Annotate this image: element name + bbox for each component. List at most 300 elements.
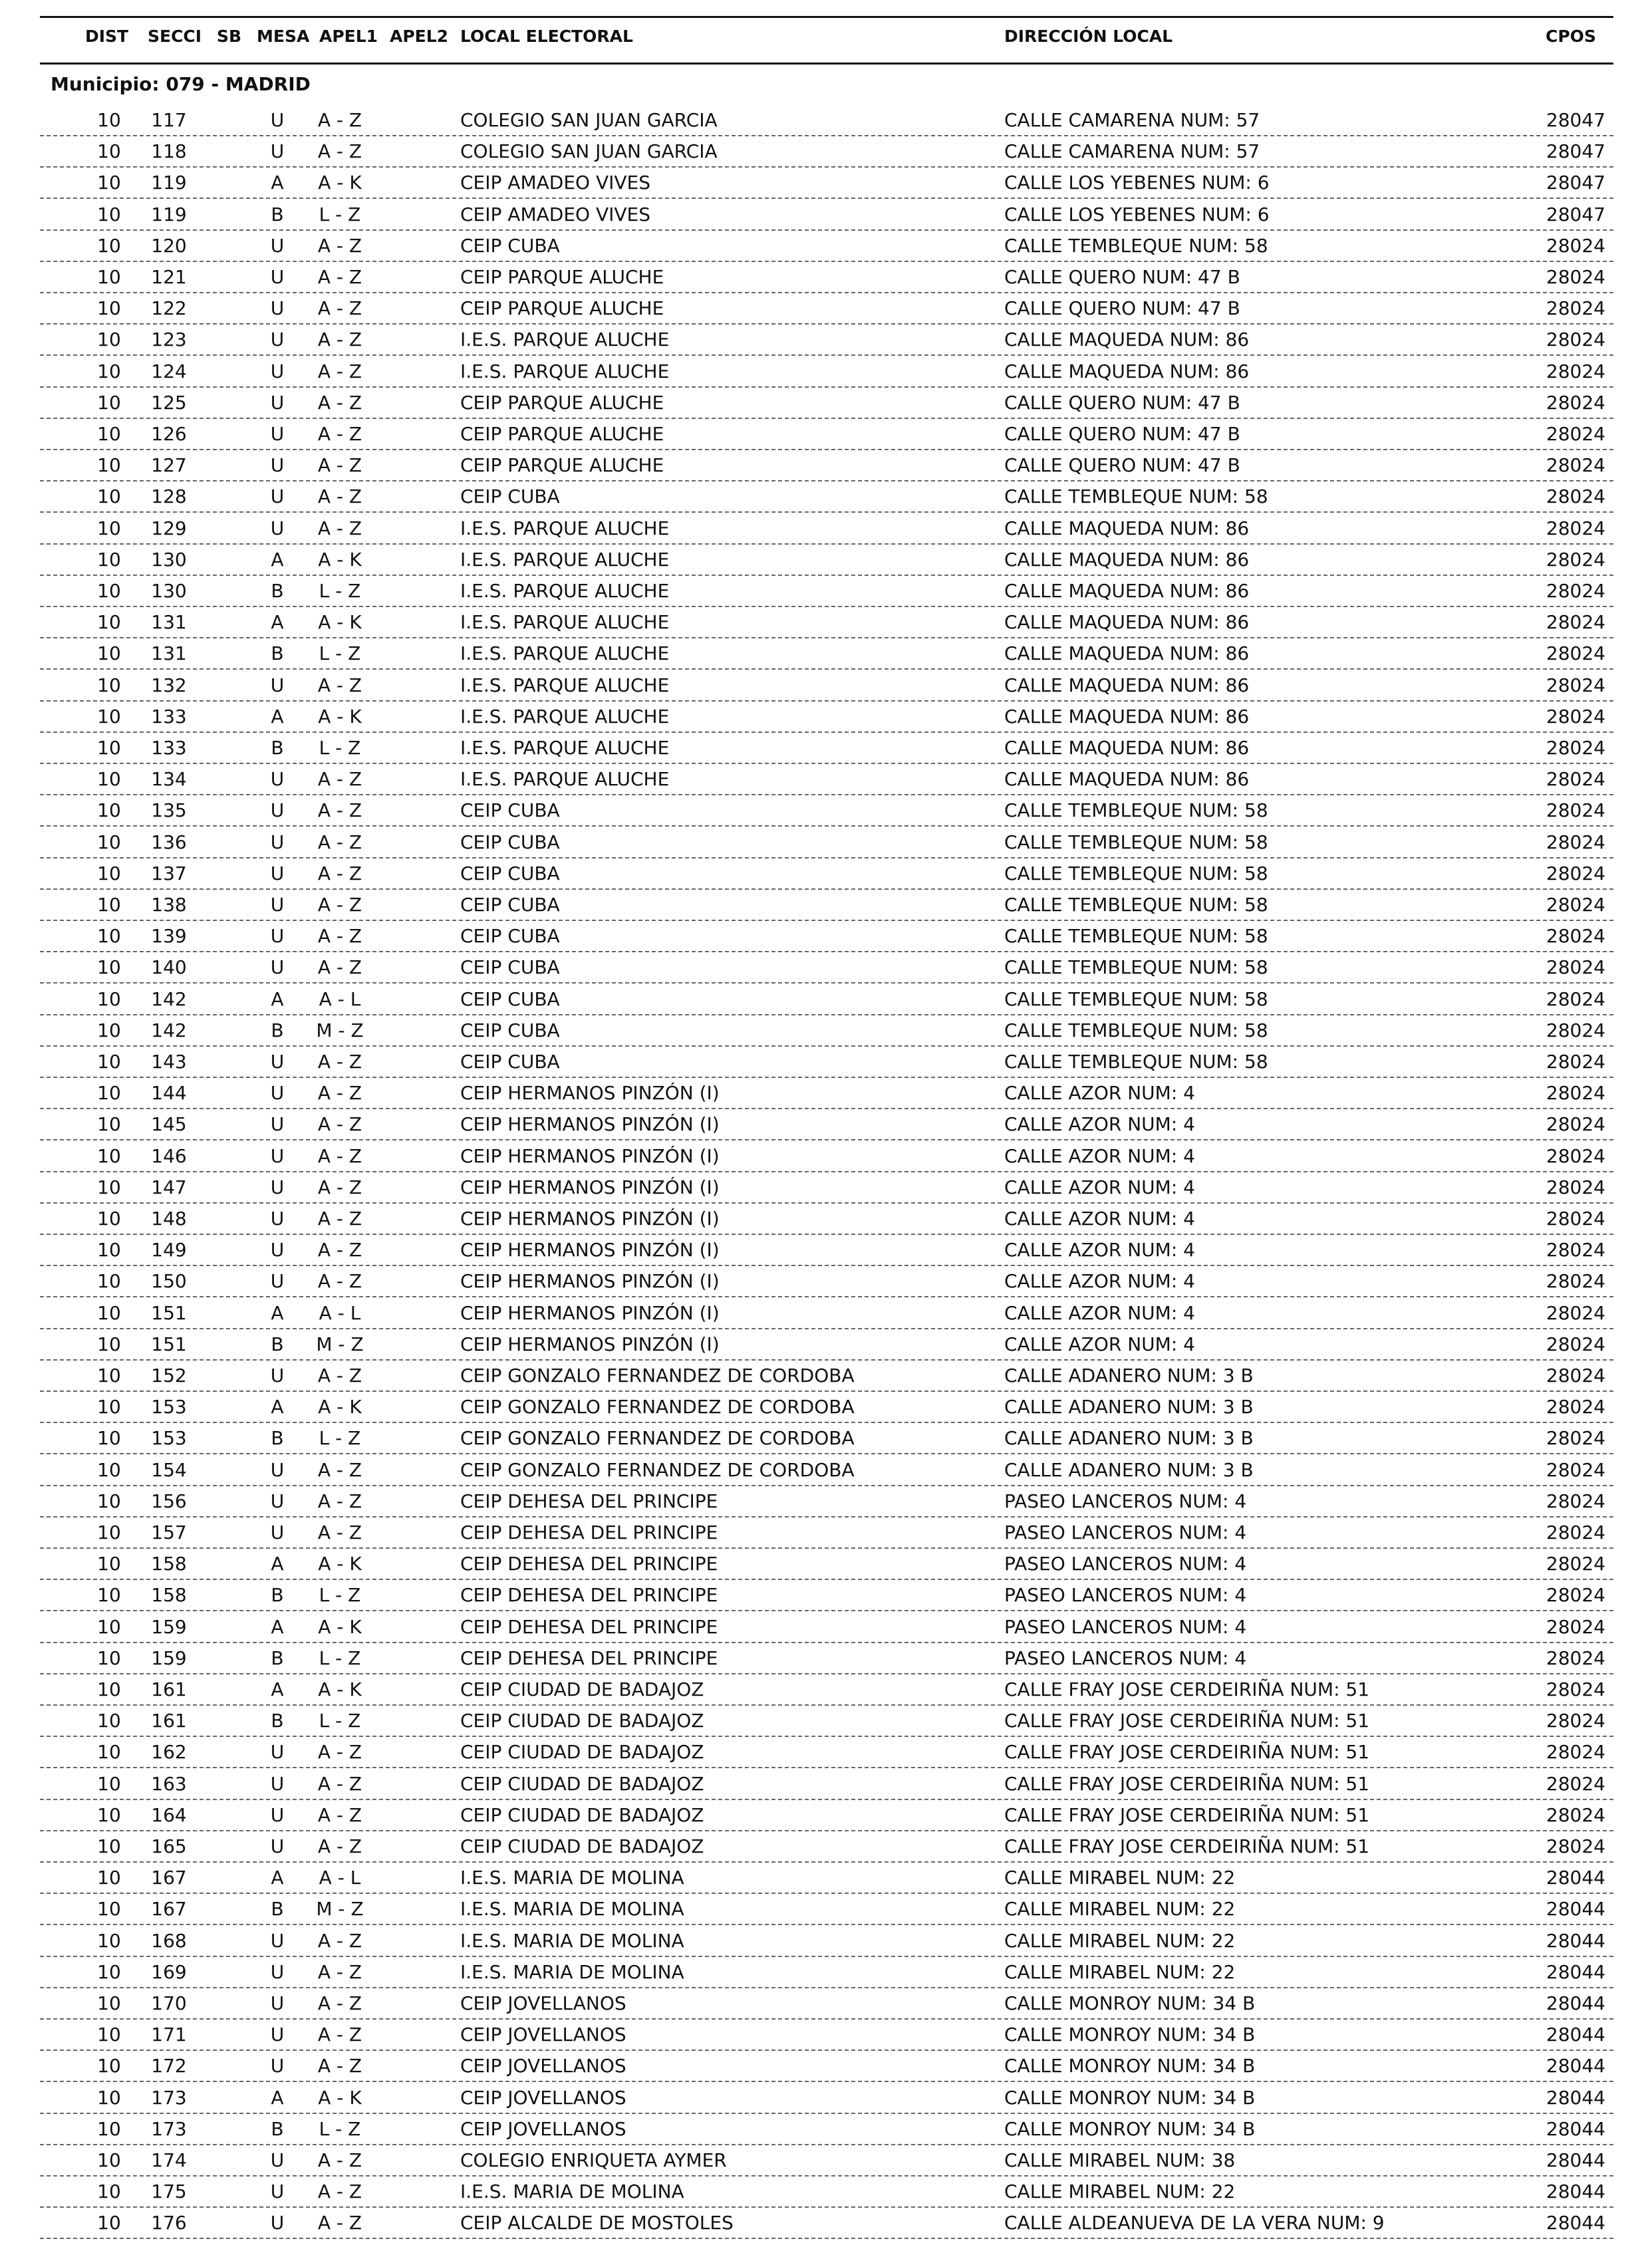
secci-cell: 173 [151, 2086, 187, 2109]
local-cell: CEIP DEHESA DEL PRINCIPE [460, 1490, 718, 1512]
local-cell: CEIP CUBA [460, 956, 560, 979]
dist-cell: 10 [97, 1992, 121, 2014]
dist-cell: 10 [97, 1333, 121, 1355]
table-row [40, 1737, 1613, 1768]
mesa-cell: U [270, 391, 285, 414]
table-row [40, 325, 1613, 356]
mesa-cell: A [271, 1615, 284, 1638]
table-row [40, 450, 1613, 481]
cpos-cell: 28024 [1546, 956, 1605, 979]
secci-cell: 119 [151, 172, 187, 194]
direccion-cell: PASEO LANCEROS NUM: 4 [1004, 1615, 1247, 1638]
mesa-cell: A [271, 1678, 284, 1700]
apel1-cell: A - Z [317, 140, 362, 163]
mesa-cell: A [271, 1553, 284, 1575]
mesa-cell: U [270, 297, 285, 320]
secci-cell: 158 [151, 1584, 187, 1607]
table-row [40, 1298, 1613, 1329]
local-cell: CEIP CIUDAD DE BADAJOZ [460, 1803, 704, 1826]
direccion-cell: CALLE MAQUEDA NUM: 86 [1004, 329, 1250, 351]
direccion-cell: CALLE FRAY JOSE CERDEIRIÑA NUM: 51 [1004, 1741, 1370, 1764]
direccion-cell: CALLE ADANERO NUM: 3 B [1004, 1458, 1254, 1481]
cpos-cell: 28044 [1546, 1960, 1605, 1983]
apel1-cell: A - Z [317, 109, 362, 131]
cpos-cell: 28044 [1546, 1867, 1605, 1889]
apel1-cell: L - Z [319, 1710, 361, 1732]
direccion-cell: CALLE MIRABEL NUM: 22 [1004, 1960, 1236, 1983]
secci-cell: 164 [151, 1803, 187, 1826]
secci-cell: 124 [151, 360, 187, 382]
direccion-cell: CALLE QUERO NUM: 47 B [1004, 391, 1240, 414]
direccion-cell: CALLE QUERO NUM: 47 B [1004, 297, 1240, 320]
cpos-cell: 28024 [1546, 799, 1605, 822]
table-row [40, 1266, 1613, 1297]
cpos-cell: 28024 [1546, 548, 1605, 571]
local-cell: CEIP DEHESA DEL PRINCIPE [460, 1647, 718, 1669]
mesa-cell: B [271, 580, 284, 602]
secci-cell: 159 [151, 1647, 187, 1669]
cpos-cell: 28024 [1546, 1741, 1605, 1764]
apel1-cell: A - Z [317, 1521, 362, 1543]
secci-cell: 125 [151, 391, 187, 414]
apel1-cell: A - L [319, 1867, 361, 1889]
table-row [40, 136, 1613, 168]
dist-cell: 10 [97, 580, 121, 602]
direccion-cell: PASEO LANCEROS NUM: 4 [1004, 1584, 1247, 1607]
apel1-cell: A - Z [317, 2180, 362, 2203]
apel1-cell: A - Z [317, 1144, 362, 1167]
table-row [40, 858, 1613, 890]
local-cell: I.E.S. PARQUE ALUCHE [460, 517, 670, 539]
dist-cell: 10 [97, 1741, 121, 1764]
cpos-cell: 28024 [1546, 517, 1605, 539]
cpos-cell: 28024 [1546, 1051, 1605, 1073]
local-cell: CEIP JOVELLANOS [460, 2055, 626, 2077]
table-row [40, 607, 1613, 638]
mesa-cell: U [270, 1960, 285, 1983]
table-row [40, 2208, 1613, 2239]
direccion-cell: CALLE CAMARENA NUM: 57 [1004, 109, 1260, 131]
table-row [40, 764, 1613, 795]
direccion-cell: CALLE AZOR NUM: 4 [1004, 1270, 1195, 1293]
direccion-cell: CALLE FRAY JOSE CERDEIRIÑA NUM: 51 [1004, 1835, 1370, 1857]
secci-cell: 153 [151, 1396, 187, 1418]
direccion-cell: CALLE TEMBLEQUE NUM: 58 [1004, 831, 1268, 853]
local-cell: CEIP JOVELLANOS [460, 1992, 626, 2014]
secci-cell: 131 [151, 642, 187, 665]
dist-cell: 10 [97, 2055, 121, 2077]
cpos-cell: 28044 [1546, 1929, 1605, 1952]
apel1-cell: A - L [319, 988, 361, 1010]
local-cell: CEIP CUBA [460, 988, 560, 1010]
direccion-cell: CALLE AZOR NUM: 4 [1004, 1301, 1195, 1324]
local-cell: CEIP HERMANOS PINZÓN (I) [460, 1333, 720, 1355]
table-row [40, 1926, 1613, 1957]
dist-cell: 10 [97, 297, 121, 320]
table-row [40, 1800, 1613, 1831]
direccion-cell: CALLE QUERO NUM: 47 B [1004, 454, 1240, 477]
cpos-cell: 28024 [1546, 1647, 1605, 1669]
table-row [40, 1957, 1613, 1988]
direccion-cell: CALLE FRAY JOSE CERDEIRIÑA NUM: 51 [1004, 1772, 1370, 1795]
secci-cell: 148 [151, 1208, 187, 1230]
secci-cell: 128 [151, 485, 187, 508]
header-bottom-rule [40, 63, 1613, 65]
local-cell: I.E.S. PARQUE ALUCHE [460, 329, 670, 351]
mesa-cell: A [271, 705, 284, 727]
table-row [40, 1047, 1613, 1078]
dist-cell: 10 [97, 862, 121, 884]
dist-cell: 10 [97, 454, 121, 477]
mesa-cell: B [271, 203, 284, 225]
secci-cell: 158 [151, 1553, 187, 1575]
table-row [40, 1329, 1613, 1361]
apel1-cell: L - Z [319, 203, 361, 225]
cpos-cell: 28044 [1546, 1898, 1605, 1920]
dist-cell: 10 [97, 831, 121, 853]
local-cell: CEIP JOVELLANOS [460, 2024, 626, 2046]
cpos-cell: 28024 [1546, 925, 1605, 948]
secci-cell: 176 [151, 2212, 187, 2234]
secci-cell: 146 [151, 1144, 187, 1167]
mesa-cell: U [270, 485, 285, 508]
direccion-cell: CALLE FRAY JOSE CERDEIRIÑA NUM: 51 [1004, 1678, 1370, 1700]
mesa-cell: U [270, 768, 285, 791]
apel1-cell: A - Z [317, 423, 362, 445]
secci-cell: 150 [151, 1270, 187, 1293]
table-row [40, 1894, 1613, 1925]
cpos-cell: 28024 [1546, 1301, 1605, 1324]
col-header-cpos: CPOS [1546, 27, 1596, 46]
local-cell: I.E.S. MARIA DE MOLINA [460, 2180, 684, 2203]
secci-cell: 121 [151, 266, 187, 288]
table-row [40, 733, 1613, 764]
secci-cell: 144 [151, 1082, 187, 1105]
apel1-cell: A - K [318, 1553, 362, 1575]
table-row [40, 1831, 1613, 1863]
local-cell: COLEGIO SAN JUAN GARCIA [460, 140, 718, 163]
mesa-cell: U [270, 1113, 285, 1136]
direccion-cell: PASEO LANCEROS NUM: 4 [1004, 1521, 1247, 1543]
dist-cell: 10 [97, 1553, 121, 1575]
local-cell: CEIP AMADEO VIVES [460, 203, 650, 225]
local-cell: I.E.S. PARQUE ALUCHE [460, 611, 670, 634]
secci-cell: 161 [151, 1678, 187, 1700]
table-row [40, 1612, 1613, 1643]
mesa-cell: U [270, 925, 285, 948]
secci-cell: 129 [151, 517, 187, 539]
mesa-cell: U [270, 2024, 285, 2046]
local-cell: I.E.S. PARQUE ALUCHE [460, 360, 670, 382]
dist-cell: 10 [97, 391, 121, 414]
mesa-cell: B [271, 1898, 284, 1920]
cpos-cell: 28024 [1546, 454, 1605, 477]
mesa-cell: A [271, 1301, 284, 1324]
local-cell: CEIP GONZALO FERNANDEZ DE CORDOBA [460, 1396, 855, 1418]
table-row [40, 513, 1613, 545]
secci-cell: 165 [151, 1835, 187, 1857]
direccion-cell: CALLE TEMBLEQUE NUM: 58 [1004, 988, 1268, 1010]
direccion-cell: PASEO LANCEROS NUM: 4 [1004, 1490, 1247, 1512]
secci-cell: 173 [151, 2117, 187, 2140]
mesa-cell: B [271, 1710, 284, 1732]
dist-cell: 10 [97, 1365, 121, 1387]
col-header-apel2: APEL2 [390, 27, 449, 46]
cpos-cell: 28024 [1546, 1553, 1605, 1575]
direccion-cell: CALLE MAQUEDA NUM: 86 [1004, 580, 1250, 602]
direccion-cell: CALLE MIRABEL NUM: 22 [1004, 1898, 1236, 1920]
cpos-cell: 28024 [1546, 1396, 1605, 1418]
secci-cell: 133 [151, 705, 187, 727]
direccion-cell: CALLE MAQUEDA NUM: 86 [1004, 705, 1250, 727]
mesa-cell: A [271, 2086, 284, 2109]
local-cell: I.E.S. MARIA DE MOLINA [460, 1898, 684, 1920]
cpos-cell: 28044 [1546, 2180, 1605, 2203]
direccion-cell: CALLE FRAY JOSE CERDEIRIÑA NUM: 51 [1004, 1803, 1370, 1826]
mesa-cell: A [271, 988, 284, 1010]
local-cell: CEIP CIUDAD DE BADAJOZ [460, 1772, 704, 1795]
apel1-cell: A - Z [317, 894, 362, 916]
direccion-cell: CALLE TEMBLEQUE NUM: 58 [1004, 485, 1268, 508]
table-row [40, 481, 1613, 513]
direccion-cell: CALLE LOS YEBENES NUM: 6 [1004, 203, 1270, 225]
cpos-cell: 28024 [1546, 1584, 1605, 1607]
direccion-cell: CALLE MIRABEL NUM: 22 [1004, 1867, 1236, 1889]
table-row [40, 827, 1613, 858]
table-row [40, 1674, 1613, 1706]
direccion-cell: CALLE MAQUEDA NUM: 86 [1004, 548, 1250, 571]
table-row [40, 952, 1613, 984]
table-row [40, 1015, 1613, 1047]
dist-cell: 10 [97, 2180, 121, 2203]
local-cell: CEIP DEHESA DEL PRINCIPE [460, 1553, 718, 1575]
table-row [40, 638, 1613, 670]
table-row [40, 921, 1613, 952]
apel1-cell: A - Z [317, 1176, 362, 1198]
mesa-cell: U [270, 1772, 285, 1795]
dist-cell: 10 [97, 485, 121, 508]
table-row [40, 576, 1613, 607]
apel1-cell: A - Z [317, 1113, 362, 1136]
apel1-cell: A - Z [317, 1208, 362, 1230]
cpos-cell: 28024 [1546, 423, 1605, 445]
apel1-cell: A - Z [317, 1992, 362, 2014]
apel1-cell: A - Z [317, 1772, 362, 1795]
mesa-cell: U [270, 956, 285, 979]
cpos-cell: 28024 [1546, 674, 1605, 696]
mesa-cell: U [270, 454, 285, 477]
secci-cell: 171 [151, 2024, 187, 2046]
dist-cell: 10 [97, 2024, 121, 2046]
apel1-cell: L - Z [319, 642, 361, 665]
direccion-cell: CALLE AZOR NUM: 4 [1004, 1239, 1195, 1261]
direccion-cell: CALLE ADANERO NUM: 3 B [1004, 1427, 1254, 1450]
table-row [40, 2114, 1613, 2145]
mesa-cell: U [270, 2212, 285, 2234]
secci-cell: 147 [151, 1176, 187, 1198]
local-cell: I.E.S. PARQUE ALUCHE [460, 705, 670, 727]
apel1-cell: L - Z [319, 1427, 361, 1450]
apel1-cell: A - Z [317, 1239, 362, 1261]
table-row [40, 199, 1613, 231]
table-row [40, 1706, 1613, 1737]
mesa-cell: A [271, 1396, 284, 1418]
local-cell: I.E.S. PARQUE ALUCHE [460, 737, 670, 759]
apel1-cell: A - Z [317, 2055, 362, 2077]
dist-cell: 10 [97, 2117, 121, 2140]
local-cell: I.E.S. PARQUE ALUCHE [460, 548, 670, 571]
mesa-cell: B [271, 1019, 284, 1041]
mesa-cell: U [270, 423, 285, 445]
apel1-cell: A - Z [317, 1960, 362, 1983]
mesa-cell: B [271, 642, 284, 665]
direccion-cell: CALLE ADANERO NUM: 3 B [1004, 1365, 1254, 1387]
dist-cell: 10 [97, 140, 121, 163]
direccion-cell: CALLE MAQUEDA NUM: 86 [1004, 517, 1250, 539]
direccion-cell: CALLE TEMBLEQUE NUM: 58 [1004, 1051, 1268, 1073]
col-header-direccion: DIRECCIÓN LOCAL [1004, 27, 1173, 46]
local-cell: COLEGIO SAN JUAN GARCIA [460, 109, 718, 131]
municipio-heading: Municipio: 079 - MADRID [51, 73, 311, 95]
dist-cell: 10 [97, 1772, 121, 1795]
cpos-cell: 28044 [1546, 2212, 1605, 2234]
table-row [40, 2145, 1613, 2177]
direccion-cell: CALLE TEMBLEQUE NUM: 58 [1004, 799, 1268, 822]
cpos-cell: 28024 [1546, 1490, 1605, 1512]
apel1-cell: L - Z [319, 1584, 361, 1607]
mesa-cell: U [270, 517, 285, 539]
apel1-cell: A - Z [317, 2149, 362, 2171]
cpos-cell: 28024 [1546, 642, 1605, 665]
local-cell: COLEGIO ENRIQUETA AYMER [460, 2149, 727, 2171]
dist-cell: 10 [97, 956, 121, 979]
dist-cell: 10 [97, 1615, 121, 1638]
dist-cell: 10 [97, 1490, 121, 1512]
local-cell: CEIP CIUDAD DE BADAJOZ [460, 1710, 704, 1732]
cpos-cell: 28024 [1546, 988, 1605, 1010]
mesa-cell: U [270, 894, 285, 916]
mesa-cell: U [270, 2149, 285, 2171]
direccion-cell: CALLE TEMBLEQUE NUM: 58 [1004, 234, 1268, 257]
table-row [40, 168, 1613, 199]
apel1-cell: A - K [318, 1615, 362, 1638]
cpos-cell: 28024 [1546, 391, 1605, 414]
apel1-cell: A - K [318, 611, 362, 634]
cpos-cell: 28024 [1546, 1803, 1605, 1826]
secci-cell: 163 [151, 1772, 187, 1795]
mesa-cell: U [270, 266, 285, 288]
local-cell: I.E.S. PARQUE ALUCHE [460, 580, 670, 602]
direccion-cell: CALLE FRAY JOSE CERDEIRIÑA NUM: 51 [1004, 1710, 1370, 1732]
local-cell: CEIP DEHESA DEL PRINCIPE [460, 1615, 718, 1638]
secci-cell: 152 [151, 1365, 187, 1387]
cpos-cell: 28024 [1546, 831, 1605, 853]
direccion-cell: CALLE AZOR NUM: 4 [1004, 1176, 1195, 1198]
direccion-cell: CALLE MONROY NUM: 34 B [1004, 2024, 1256, 2046]
cpos-cell: 28024 [1546, 1615, 1605, 1638]
col-header-secci: SECCI [148, 27, 202, 46]
local-cell: CEIP AMADEO VIVES [460, 172, 650, 194]
dist-cell: 10 [97, 2149, 121, 2171]
secci-cell: 138 [151, 894, 187, 916]
dist-cell: 10 [97, 1803, 121, 1826]
cpos-cell: 28024 [1546, 266, 1605, 288]
dist-cell: 10 [97, 1144, 121, 1167]
local-cell: CEIP CUBA [460, 831, 560, 853]
cpos-cell: 28024 [1546, 329, 1605, 351]
apel1-cell: M - Z [316, 1898, 364, 1920]
local-cell: CEIP HERMANOS PINZÓN (I) [460, 1082, 720, 1105]
local-cell: CEIP CUBA [460, 862, 560, 884]
direccion-cell: CALLE AZOR NUM: 4 [1004, 1144, 1195, 1167]
table-row [40, 2083, 1613, 2114]
mesa-cell: U [270, 1208, 285, 1230]
mesa-cell: B [271, 1333, 284, 1355]
local-cell: CEIP CUBA [460, 1019, 560, 1041]
dist-cell: 10 [97, 548, 121, 571]
dist-cell: 10 [97, 1835, 121, 1857]
cpos-cell: 28044 [1546, 2149, 1605, 2171]
direccion-cell: CALLE MONROY NUM: 34 B [1004, 1992, 1256, 2014]
secci-cell: 151 [151, 1301, 187, 1324]
secci-cell: 142 [151, 988, 187, 1010]
cpos-cell: 28047 [1546, 140, 1605, 163]
apel1-cell: A - Z [317, 1082, 362, 1105]
secci-cell: 143 [151, 1051, 187, 1073]
direccion-cell: CALLE AZOR NUM: 4 [1004, 1082, 1195, 1105]
dist-cell: 10 [97, 329, 121, 351]
secci-cell: 130 [151, 580, 187, 602]
cpos-cell: 28047 [1546, 203, 1605, 225]
col-header-dist: DIST [85, 27, 129, 46]
cpos-cell: 28024 [1546, 705, 1605, 727]
local-cell: CEIP CUBA [460, 925, 560, 948]
direccion-cell: CALLE MONROY NUM: 34 B [1004, 2086, 1256, 2109]
dist-cell: 10 [97, 674, 121, 696]
local-cell: CEIP DEHESA DEL PRINCIPE [460, 1584, 718, 1607]
local-cell: CEIP GONZALO FERNANDEZ DE CORDOBA [460, 1458, 855, 1481]
cpos-cell: 28044 [1546, 2055, 1605, 2077]
direccion-cell: CALLE ADANERO NUM: 3 B [1004, 1396, 1254, 1418]
dist-cell: 10 [97, 203, 121, 225]
secci-cell: 136 [151, 831, 187, 853]
mesa-cell: B [271, 1647, 284, 1669]
secci-cell: 131 [151, 611, 187, 634]
cpos-cell: 28024 [1546, 1239, 1605, 1261]
table-row [40, 1988, 1613, 2020]
secci-cell: 130 [151, 548, 187, 571]
direccion-cell: CALLE TEMBLEQUE NUM: 58 [1004, 862, 1268, 884]
apel1-cell: A - Z [317, 768, 362, 791]
local-cell: CEIP GONZALO FERNANDEZ DE CORDOBA [460, 1427, 855, 1450]
direccion-cell: CALLE QUERO NUM: 47 B [1004, 423, 1240, 445]
dist-cell: 10 [97, 1176, 121, 1198]
mesa-cell: U [270, 674, 285, 696]
table-row [40, 1078, 1613, 1109]
apel1-cell: A - Z [317, 956, 362, 979]
dist-cell: 10 [97, 768, 121, 791]
cpos-cell: 28044 [1546, 1992, 1605, 2014]
secci-cell: 167 [151, 1898, 187, 1920]
mesa-cell: U [270, 329, 285, 351]
table-row [40, 1361, 1613, 1392]
apel1-cell: A - Z [317, 517, 362, 539]
direccion-cell: CALLE ALDEANUEVA DE LA VERA NUM: 9 [1004, 2212, 1385, 2234]
secci-cell: 149 [151, 1239, 187, 1261]
local-cell: CEIP ALCALDE DE MOSTOLES [460, 2212, 734, 2234]
direccion-cell: CALLE QUERO NUM: 47 B [1004, 266, 1240, 288]
mesa-cell: U [270, 109, 285, 131]
